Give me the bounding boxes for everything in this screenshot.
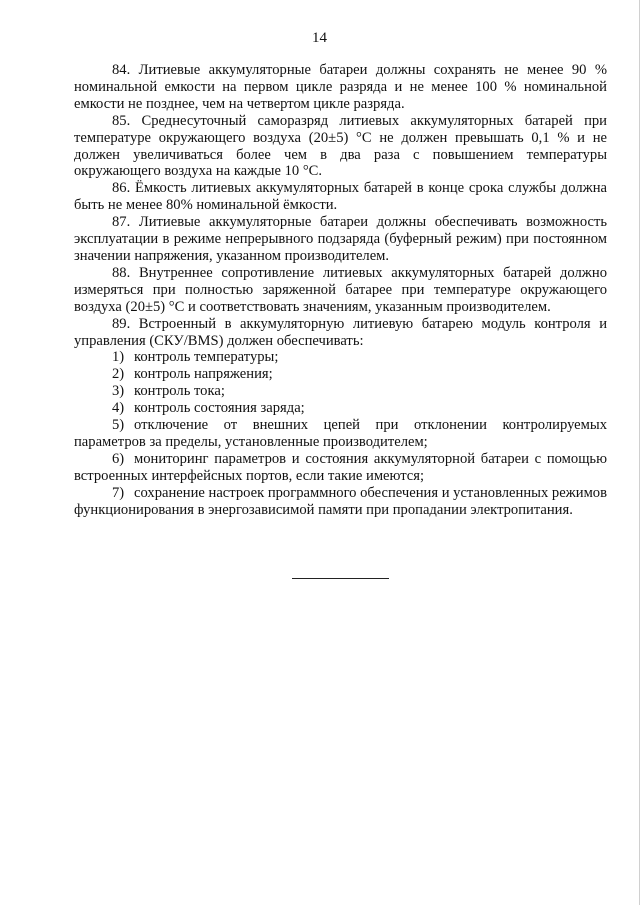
list-item-number: 4) <box>112 400 125 417</box>
paragraph-89: 89. Встроенный в аккумуляторную литиевую батарею модуль контроля и управления (СКУ/BMS) должен обеспечивать: <box>74 315 607 349</box>
list-item-text: контроль состояния заряда; <box>134 400 305 417</box>
list-item <box>74 400 607 417</box>
list-item-text: отключение от внешних цепей при отклонении контролируемых параметров за пределы, установленные производителем; <box>74 417 607 450</box>
list-item <box>74 451 607 485</box>
document-body <box>74 62 607 518</box>
paragraph-84: 84. Литиевые аккумуляторные батареи должны сохранять не менее 90 % номинальной емкости на первом цикле разряда и не менее 100 % номинальной емкости не позднее, чем на четвертом цикле разряда. <box>74 62 607 112</box>
list-item <box>74 383 607 400</box>
list-item <box>74 485 607 519</box>
paragraph-86: 86. Ёмкость литиевых аккумуляторных батарей в конце срока службы должна быть не менее 80% номинальной ёмкости. <box>74 180 607 214</box>
page-number: 14 <box>312 30 327 46</box>
list-item <box>74 417 607 451</box>
list-item-number: 5) <box>112 417 125 434</box>
list-item <box>74 349 607 366</box>
end-divider-line <box>292 578 389 579</box>
list-item-number: 1) <box>112 349 125 366</box>
list-item <box>74 366 607 383</box>
list-item-number: 6) <box>112 450 125 467</box>
list-item-number: 2) <box>112 366 125 383</box>
list-item-text: контроль температуры; <box>134 349 279 366</box>
paragraph-88: 88. Внутреннее сопротивление литиевых аккумуляторных батарей должно измеряться при полностью заряженной батарее при температуре окружающего воздуха (20±5) °С и соответствовать значениям, указанным производителем. <box>74 264 607 315</box>
list-item-number: 3) <box>112 383 125 400</box>
list-item-text: сохранение настроек программного обеспечения и установленных режимов функционирования в энергозависимой памяти при пропадании электропитания. <box>74 484 607 518</box>
list-item-text: мониторинг параметров и состояния аккумуляторной батареи с помощью встроенных интерфейсных портов, если такие имеются; <box>74 450 607 484</box>
paragraph-85: 85. Среднесуточный саморазряд литиевых аккумуляторных батарей при температуре окружающего воздуха (20±5) °С не должен превышать 0,1 % и не должен увеличиваться более чем в два раза с повышением температуры окружающего воздуха на каждые 10 °С. <box>74 112 607 180</box>
list-item-text: контроль тока; <box>134 383 225 400</box>
paragraph-87: 87. Литиевые аккумуляторные батареи должны обеспечивать возможность эксплуатации в режиме непрерывного подзаряда (буферный режим) при постоянном значении напряжения, указанном производителем. <box>74 214 607 264</box>
list-item-number: 7) <box>112 484 125 501</box>
list-item-text: контроль напряжения; <box>134 366 273 383</box>
